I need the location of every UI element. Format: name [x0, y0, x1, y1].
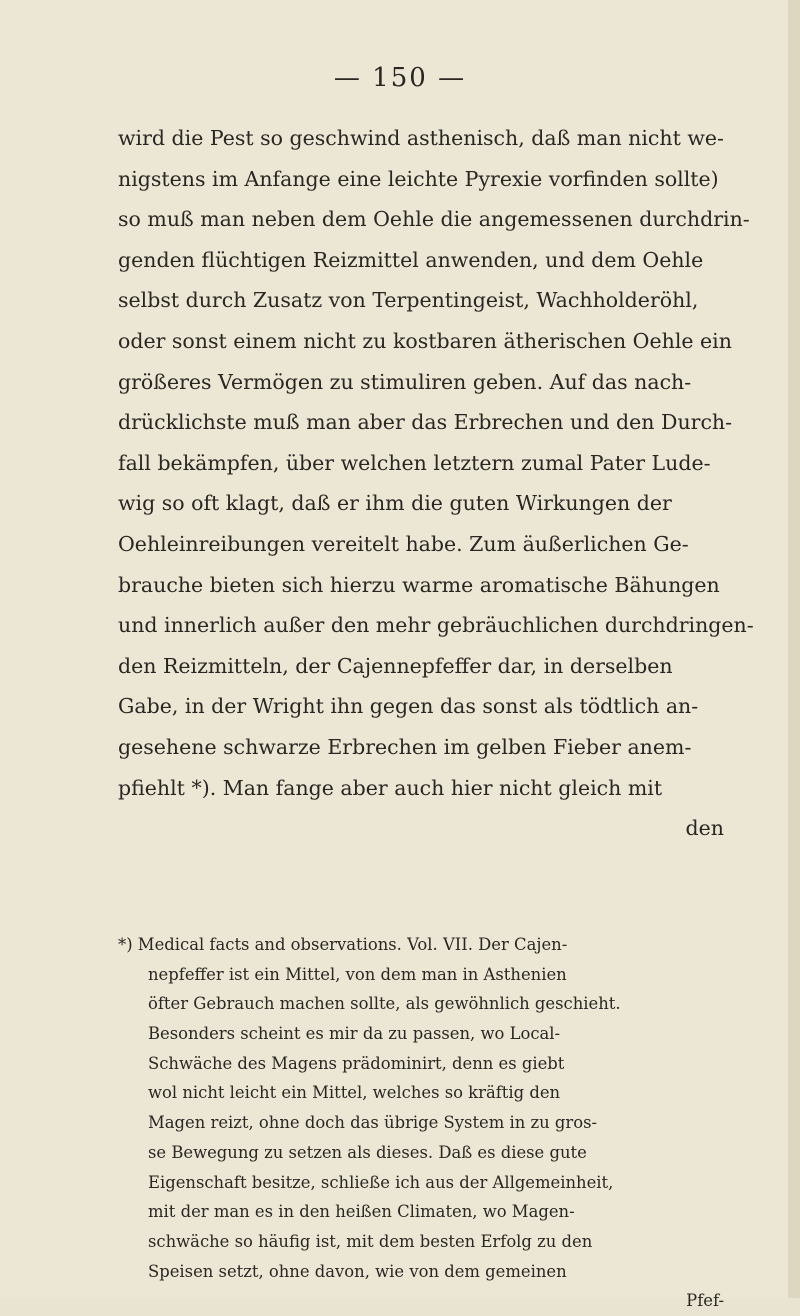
text-line: fall bekämpfen, über welchen letztern zumal Pater Lude- — [118, 450, 711, 475]
text-line: wig so oft klagt, daß er ihm die guten Wirkungen der — [118, 491, 672, 516]
text-line: den Reizmitteln, der Cajennepfeffer dar, in derselben — [118, 653, 673, 678]
text-line: und innerlich außer den mehr gebräuchlichen durchdringen- — [118, 613, 754, 638]
text-line: Gabe, in der Wright ihn gegen das sonst als tödtlich an- — [118, 694, 699, 719]
footnote-line: Magen reizt, ohne doch das übrige System in zu gros- — [148, 1113, 598, 1133]
catchword: den — [685, 816, 724, 841]
text-line: drücklichste muß man aber das Erbrechen und den Durch- — [118, 410, 733, 435]
footnote-line: se Bewegung zu setzen als dieses. Daß es diese gute — [148, 1142, 587, 1162]
footnote-line: wol nicht leicht ein Mittel, welches so kräftig den — [148, 1083, 561, 1103]
footnote-line: Besonders scheint es mir da zu passen, wo Local- — [148, 1024, 561, 1044]
text-line: so muß man neben dem Oehle die angemessenen durchdrin- — [118, 207, 750, 232]
page-number: — 150 — — [333, 63, 467, 93]
footnote-line: Speisen setzt, ohne davon, wie von dem gemeinen — [148, 1261, 567, 1281]
footnote-block — [118, 930, 730, 1316]
text-line: nigstens im Anfange eine leichte Pyrexie vorfinden sollte) — [118, 166, 719, 191]
footnote-line: Eigenschaft besitze, schließe ich aus der Allgemeinheit, — [148, 1172, 614, 1192]
footnote-line: öfter Gebrauch machen sollte, als gewöhnlich geschieht. — [148, 994, 621, 1014]
footnote-catchword: Pfef- — [686, 1291, 724, 1311]
text-line: gesehene schwarze Erbrechen im gelben Fieber anem- — [118, 734, 692, 759]
footnote-line: Schwäche des Magens prädominirt, denn es giebt — [148, 1053, 565, 1073]
text-line: größeres Vermögen zu stimuliren geben. Auf das nach- — [118, 369, 692, 394]
footnote-line: schwäche so häufig ist, mit dem besten Erfolg zu den — [148, 1231, 593, 1251]
text-line: brauche bieten sich hierzu warme aromatische Bähungen — [118, 572, 720, 597]
main-text-block — [118, 118, 754, 849]
text-line: genden flüchtigen Reizmittel anwenden, und dem Oehle — [118, 247, 704, 272]
text-line: Oehleinreibungen vereitelt habe. Zum äußerlichen Ge- — [118, 531, 689, 556]
text-line: wird die Pest so geschwind asthenisch, daß man nicht we- — [118, 126, 724, 150]
text-line: selbst durch Zusatz von Terpentingeist, Wachholderöhl, — [118, 288, 699, 313]
footnote-line: mit der man es in den heißen Climaten, wo Magen- — [148, 1202, 575, 1222]
footnote-line: *) Medical facts and observations. Vol. VII. Der Cajen- — [118, 935, 568, 954]
text-line: pfiehlt *). Man fange aber auch hier nicht gleich mit — [118, 775, 663, 800]
text-line: oder sonst einem nicht zu kostbaren ätherischen Oehle ein — [118, 328, 732, 353]
page-edge-shadow — [788, 0, 800, 1298]
footnote-line: nepfeffer ist ein Mittel, von dem man in Asthenien — [148, 964, 567, 984]
